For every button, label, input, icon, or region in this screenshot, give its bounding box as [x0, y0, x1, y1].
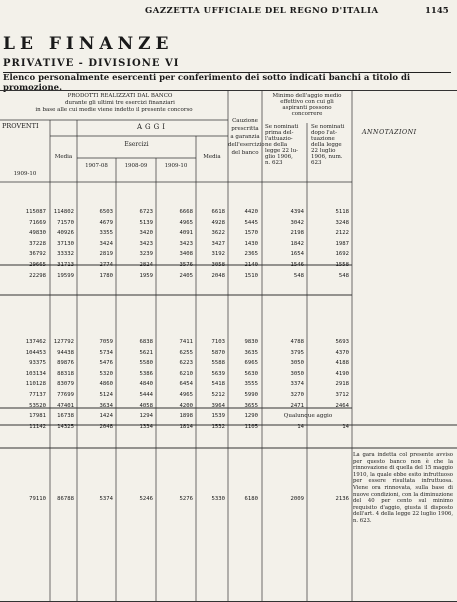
table-cell: 77137	[29, 392, 46, 398]
table-cell: 1424	[99, 413, 113, 420]
table-cell: 6454	[179, 381, 193, 388]
table-cell: 6723	[139, 209, 153, 215]
head-cauzione-line-1: Cauzione	[232, 118, 258, 124]
table-cell: 4394	[290, 209, 304, 215]
table-cell: 19599	[57, 272, 74, 279]
table-cell: 1898	[179, 413, 193, 420]
table-cell: 11142	[29, 423, 46, 430]
table-cell: 37130	[57, 240, 74, 247]
table-cell: 4965	[179, 219, 193, 226]
table-cell: 110128	[25, 381, 46, 388]
table-cell: 1842	[290, 240, 304, 247]
head-year-1909-10: 1909-10	[164, 163, 188, 169]
table-cell: 6255	[179, 349, 193, 356]
table-cell: 1532	[211, 423, 225, 430]
table-cell: Qualunque aggio	[283, 413, 333, 420]
table-cell: 33332	[57, 251, 74, 258]
head-cauzione-line-2: prescritta	[231, 126, 259, 132]
table-cell: 3576	[179, 262, 193, 268]
table-cell: 5445	[244, 219, 258, 226]
head-minimo-line-4: concorrere	[291, 111, 323, 117]
head-minimo-line-3: aspiranti possono	[282, 105, 332, 111]
head-annotazioni: ANNOTAZIONI	[362, 129, 417, 136]
table-cell: 5990	[244, 392, 258, 398]
table-cell: 47401	[57, 402, 74, 409]
subsection-title: PRIVATIVE - DIVISIONE VI	[3, 58, 180, 69]
table-cell: 3374	[290, 381, 304, 388]
table-cell: 2009	[290, 496, 304, 502]
table-cell: 4188	[335, 360, 349, 367]
head-col-a-line-6: glio 1906,	[265, 154, 293, 160]
table-cell: 4965	[179, 392, 193, 398]
table-cell: 2918	[335, 381, 349, 388]
table-cell: 6223	[179, 360, 193, 367]
table-cell: 17981	[29, 413, 46, 420]
table-cell: 5870	[211, 349, 225, 356]
annotation-text: La gara indetta col presente avviso per questo banco non è che la rinnovazione di quella del 15 maggio 1910, la quale ebbe esito infruttuoso per essere risultata infruttuosa. Viene ora rinnovata, sulla base di nuove condizioni, con la diminuzione del 40 per cento sul minimo requisito d'aggio, giusta il disposto dell'art. 4 della legge 22 luglio 1906, n. 623.	[353, 452, 453, 524]
head-col-b-line-7: 623	[311, 160, 322, 166]
table-cell: 4928	[211, 219, 225, 226]
table-cell: 5580	[139, 360, 153, 367]
table-cell: 137462	[25, 339, 46, 345]
table-cell: 3622	[211, 230, 225, 237]
table-cell: 4788	[290, 339, 304, 345]
head-col-b-line-5: 22 luglio	[311, 148, 336, 154]
head-col-b-line-4: della legge	[311, 142, 342, 148]
table-cell: 16738	[57, 413, 74, 420]
table-cell: 104453	[25, 349, 46, 356]
head-prodotti-line-2: durante gli ultimi tre esercizi finanziari	[65, 100, 175, 106]
table-cell: 5621	[139, 349, 153, 356]
table-cell: 3964	[211, 402, 225, 409]
table-cell: 3655	[244, 402, 258, 409]
head-col-b-line-3: tuazione	[311, 136, 335, 142]
head-year-1908-09: 1908-09	[124, 163, 148, 169]
table-cell: 3420	[139, 230, 153, 237]
table-cell: 89876	[57, 360, 74, 367]
head-col-b-line-6: 1906, num.	[311, 154, 343, 160]
table-cell: 5418	[211, 381, 225, 388]
table-cell: 5639	[211, 370, 225, 377]
table-cell: 127792	[53, 339, 74, 345]
table-cell: 14	[342, 423, 349, 430]
table-cell: 2122	[335, 230, 349, 237]
table-cell: 6210	[179, 370, 193, 377]
table-cell: 7411	[179, 339, 193, 345]
head-prodotti-line-1: PRODOTTI REALIZZATI DAL BANCO	[67, 93, 173, 99]
table-group-separators	[0, 265, 457, 448]
head-col-b-line-2: dopo l'at-	[311, 130, 338, 136]
table-cell: 3423	[179, 240, 193, 247]
table-cell: 3424	[99, 240, 113, 247]
table-cell: 4200	[179, 402, 193, 409]
newspaper-header-title: GAZZETTA UFFICIALE DEL REGNO D'ITALIA	[145, 6, 379, 16]
table-cell: 2819	[99, 251, 113, 258]
table-cell: 5330	[211, 496, 225, 502]
table-cell: 2824	[139, 262, 153, 268]
table-cell: 5588	[211, 360, 225, 367]
table-cell: 3634	[99, 402, 113, 409]
table-cell: 6618	[211, 209, 225, 215]
table-cell: 5276	[179, 496, 193, 502]
table-cell: 1539	[211, 413, 225, 420]
table-cell: 1105	[244, 423, 258, 430]
head-col-a-line-1: Se nominati	[265, 124, 299, 130]
table-cell: 14	[297, 423, 304, 430]
table-cell: 6668	[179, 209, 193, 215]
table-cell: 5246	[139, 496, 153, 502]
table-cell: 86788	[57, 496, 74, 502]
table-cell: 3408	[179, 251, 193, 258]
table-cell: 5630	[244, 370, 258, 377]
table-cell: 79110	[29, 496, 46, 502]
table-cell: 2198	[290, 230, 304, 237]
head-cauzione-line-5: del banco	[231, 150, 259, 156]
table-cell: 5212	[211, 392, 225, 398]
table-cell: 1334	[139, 423, 153, 430]
table-cell: 6503	[99, 209, 113, 215]
head-col-a-line-4: ne della	[265, 142, 288, 148]
table-cell: 9830	[244, 339, 258, 345]
table-cell: 4370	[335, 349, 349, 356]
table-cell: 3712	[335, 392, 349, 398]
head-esercizi: Esercizi	[124, 141, 149, 148]
table-cell: 548	[338, 272, 349, 279]
table-cell: 2365	[244, 251, 258, 258]
table-grid	[0, 90, 457, 602]
head-col-a-line-2: prima del-	[265, 130, 294, 136]
table-cell: 3427	[211, 240, 225, 247]
table-cell: 2136	[335, 496, 349, 502]
table-cell: 115087	[25, 209, 46, 215]
table-cell: 2471	[290, 402, 304, 409]
table-cell: 5734	[99, 349, 113, 356]
table-cell: 103134	[25, 370, 46, 377]
table-cell: 6838	[139, 339, 153, 345]
table-cell: 3423	[139, 240, 153, 247]
table-cell: 4860	[99, 381, 113, 388]
table-cell: 83079	[57, 381, 74, 388]
table-cell: 4091	[179, 230, 193, 237]
table-cell: 93375	[29, 360, 46, 367]
table-cell: 2774	[99, 262, 113, 268]
table-cell: 1814	[179, 423, 193, 430]
table-cell: 4420	[244, 209, 258, 215]
table-cell: 3635	[244, 349, 258, 356]
table-cell: 5444	[139, 392, 153, 398]
table-outer-rules	[0, 91, 457, 602]
table-cell: 22298	[29, 272, 46, 279]
head-col-a-line-3: l'attuazio-	[265, 136, 293, 142]
table-cell: 40926	[57, 230, 74, 237]
head-proventi: PROVENTI	[2, 123, 39, 130]
section-title: LE FINANZE	[3, 34, 174, 54]
table-cell: 3555	[244, 381, 258, 388]
table-cell: 3355	[99, 230, 113, 237]
table-cell: 88318	[57, 370, 74, 377]
table-cell: 31713	[57, 262, 74, 268]
table-cell: 1987	[335, 240, 349, 247]
table-cell: 3795	[290, 349, 304, 356]
table-cell: 77699	[57, 392, 74, 398]
head-year-proventi: 1909-10	[13, 171, 37, 177]
table-cell: 3248	[335, 219, 349, 226]
table-caption: Elenco personalmente esercenti per conferimento dei sotto indicati banchi a titolo di promozione.	[3, 73, 411, 93]
head-col-a-line-5: legge 22 lu-	[265, 148, 298, 154]
table-cell: 5124	[99, 392, 113, 398]
table-cell: 53520	[29, 402, 46, 409]
table-cell: 5476	[99, 360, 113, 367]
table-cell: 4058	[139, 402, 153, 409]
table-cell: 94438	[57, 349, 74, 356]
table-cell: 1546	[290, 262, 304, 268]
head-year-1907-08: 1907-08	[85, 163, 108, 169]
table-cell: 5320	[99, 370, 113, 377]
table-cell: 4190	[335, 370, 349, 377]
head-col-b-line-1: Se nominati	[311, 124, 345, 130]
table-cell: 1959	[139, 272, 153, 279]
table-cell: 3050	[290, 370, 304, 377]
table-cell: 1654	[290, 251, 304, 258]
table-cell: 3050	[290, 360, 304, 367]
table-cell: 2048	[211, 272, 225, 279]
table-cell: 71669	[29, 219, 46, 226]
table-cell: 29665	[29, 262, 46, 268]
table-cell: 49830	[29, 230, 46, 237]
table-cell: 1290	[244, 413, 258, 420]
table-cell: 7103	[211, 339, 225, 345]
table-cell: 1570	[244, 230, 258, 237]
table-cell: 5118	[335, 209, 349, 215]
table-cell: 6965	[244, 360, 258, 367]
head-minimo-line-2: effettivo con cui gli	[280, 99, 334, 105]
table-cell: 3270	[290, 392, 304, 398]
table-cell: 1692	[335, 251, 349, 258]
table-cell: 5386	[139, 370, 153, 377]
head-col-a-line-7: n. 623	[265, 160, 283, 166]
head-minimo-line-1: Minimo dell'aggio medio	[272, 93, 342, 99]
head-cauzione-line-3: a garanzia	[230, 134, 260, 140]
table-cell: 4840	[139, 381, 153, 388]
table-cell: 3058	[211, 262, 225, 268]
table-cell: 3042	[290, 219, 304, 226]
table-cell: 114802	[53, 209, 74, 215]
head-media-aggi: Media	[203, 154, 221, 160]
table-cell: 71570	[57, 219, 74, 226]
table-cell: 1430	[244, 240, 258, 247]
head-aggi: AGGI	[136, 123, 168, 131]
table-cell: 2405	[179, 272, 193, 279]
table-cell: 548	[293, 272, 304, 279]
head-media-proventi: Media	[54, 154, 73, 160]
table-cell: 5693	[335, 339, 349, 345]
table-cell: 7059	[99, 339, 113, 345]
table-cell: 2464	[335, 402, 349, 409]
table-cell: 1780	[99, 272, 113, 279]
page-number: 1145	[425, 6, 449, 16]
table-cell: 2048	[99, 423, 113, 430]
table-cell: 37228	[29, 240, 46, 247]
head-prodotti-line-3: in base alle cui medie viene indetto il presente concorso	[35, 107, 193, 113]
table-cell: 1510	[244, 272, 258, 279]
table-cell: 3239	[139, 251, 153, 258]
table-cell: 6180	[244, 496, 258, 502]
table-cell: 3192	[211, 251, 225, 258]
head-cauzione-line-4: dell'esercizio	[228, 142, 265, 148]
table-cell: 5139	[139, 219, 153, 226]
table-cell: 5374	[99, 496, 113, 502]
table-cell: 1558	[335, 262, 349, 268]
table-cell: 4679	[99, 219, 113, 226]
table-cell: 1294	[139, 413, 153, 420]
table-cell: 36792	[29, 251, 46, 258]
table-cell: 2140	[244, 262, 258, 268]
table-cell: 14325	[57, 423, 74, 430]
